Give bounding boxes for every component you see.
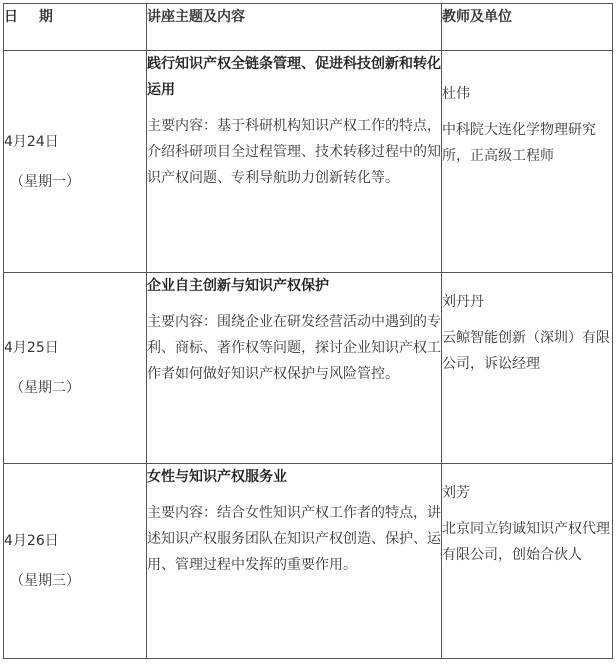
teacher-unit: 中科院大连化学物理研究所，正高级工程师 [442,122,596,164]
teacher-cell [442,51,613,273]
lecture-weekday: （星期二） [10,380,80,396]
header-date: 日 期 [4,4,147,51]
teacher-unit: 云鲸智能创新（深圳）有限公司，诉讼经理 [442,330,610,372]
lecture-weekday: （星期三） [10,573,80,589]
table-row [4,464,613,659]
teacher-unit: 北京同立钧诚知识产权代理有限公司，创始合伙人 [442,521,610,563]
header-content: 讲座主题及内容 [147,4,442,51]
lecture-date: 4月25日 [4,340,59,356]
teacher-cell [442,273,613,464]
lecture-content: 主要内容：围绕企业在研发经营活动中遇到的专利、商标、著作权等问题，探讨企业知识产权工作者如何做好知识产权保护与风险管控。 [147,314,441,382]
lecture-title: 女性与知识产权服务业 [147,469,287,485]
content-cell [147,51,442,273]
table-row [4,51,613,273]
teacher-cell [442,464,613,659]
content-cell [147,464,442,659]
lecture-content: 主要内容：结合女性知识产权工作者的特点，讲述知识产权服务团队在知识产权创造、保护、运用、管理过程中发挥的重要作用。 [147,505,441,573]
lecture-date: 4月24日 [4,133,59,150]
lecture-weekday: （星期一） [10,173,80,190]
lecture-date: 4月26日 [4,533,59,549]
header-teacher: 教师及单位 [442,4,613,51]
content-cell [147,273,442,464]
date-cell [4,273,147,464]
table-row [4,273,613,464]
lecture-schedule-table [3,3,613,659]
teacher-name: 刘丹丹 [442,294,484,310]
date-cell [4,464,147,659]
teacher-name: 刘芳 [442,485,470,501]
lecture-title: 企业自主创新与知识产权保护 [147,278,329,294]
lecture-title: 践行知识产权全链条管理、促进科技创新和转化运用 [147,56,441,98]
table-header-row [4,4,613,51]
date-cell [4,51,147,273]
lecture-content: 主要内容：基于科研机构知识产权工作的特点，介绍科研项目全过程管理、技术转移过程中的知识产权问题、专利导航助力创新转化等。 [147,118,441,186]
teacher-name: 杜伟 [442,86,470,102]
